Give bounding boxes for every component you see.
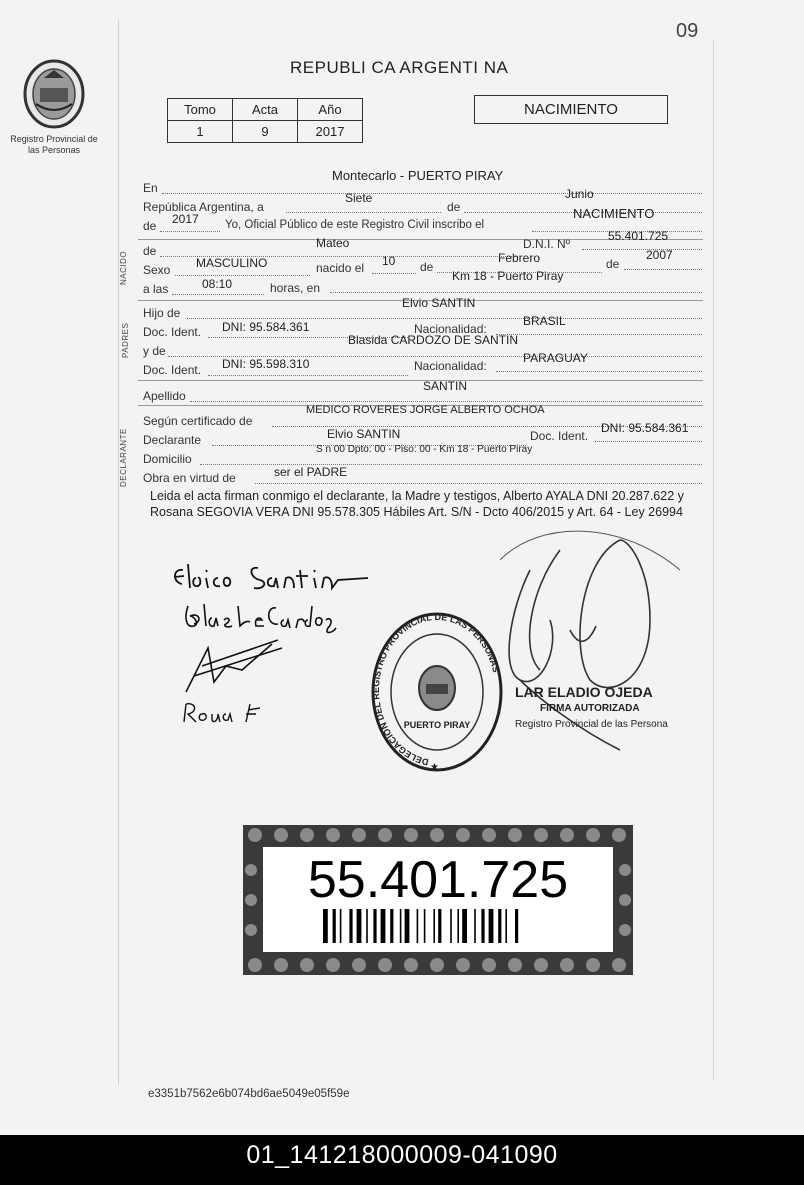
tomo-value: 1 bbox=[168, 121, 233, 143]
document-hash: e3351b7562e6b074bd6ae5049e05f59e bbox=[148, 1088, 350, 1100]
apellido-value: SANTIN bbox=[423, 379, 468, 393]
logo-caption: Registro Provincial de las Personas bbox=[10, 134, 98, 155]
declarante-section-label: DECLARANTE bbox=[119, 428, 128, 487]
nacionalidad-label: Nacionalidad: bbox=[414, 359, 487, 373]
dotted-line bbox=[624, 269, 702, 270]
father-doc: DNI: 95.584.361 bbox=[222, 320, 310, 334]
closing-paragraph: Leida el acta firman conmigo el declarante, la Madre y testigos, Alberto AYALA DNI 20.287.622 y Rosana SEGOVIA VERA DNI 95.578.305 Hábiles Art. S/N - Dcto 406/2015 y Art. 64 - Ley 26994 bbox=[150, 489, 684, 519]
dni-label: D.N.I. Nº bbox=[523, 237, 571, 251]
left-margin-line bbox=[118, 20, 119, 1085]
father-nationality: BRASIL bbox=[523, 314, 566, 328]
padres-section-label: PADRES bbox=[121, 322, 130, 358]
anio-header: Año bbox=[298, 99, 363, 121]
testigo-signature bbox=[182, 636, 292, 696]
footer-id-bar: 01_141218000009-041090 bbox=[0, 1135, 804, 1185]
official-name: LAR ELADIO OJEDA bbox=[515, 684, 653, 700]
apellido-label: Apellido bbox=[143, 389, 186, 403]
hijo-de-label: Hijo de bbox=[143, 306, 181, 320]
dotted-line bbox=[172, 294, 264, 295]
nacionalidad-label: Nacionalidad: bbox=[414, 322, 487, 336]
dotted-line bbox=[286, 212, 441, 213]
de-label: de bbox=[606, 257, 620, 271]
dotted-line bbox=[187, 318, 702, 319]
domicilio-value: S n 00 Dpto: 00 - Piso: 00 - Km 18 - Puerto Piray bbox=[316, 444, 533, 455]
dotted-line bbox=[595, 441, 702, 442]
doc-ident-label: Doc. Ident. bbox=[143, 325, 202, 339]
acta-header: Acta bbox=[233, 99, 298, 121]
de-label: de bbox=[143, 244, 157, 258]
dotted-line bbox=[255, 483, 702, 484]
y-de-label: y de bbox=[143, 344, 166, 358]
certificado-value: MEDICO ROVERES JORGE ALBERTO OCHOA bbox=[306, 404, 545, 416]
sexo-label: Sexo bbox=[143, 263, 171, 277]
document-title: REPUBLI CA ARGENTI NA bbox=[290, 58, 509, 77]
horas-label: horas, en bbox=[270, 281, 321, 295]
official-office: Registro Provincial de las Persona bbox=[515, 719, 668, 730]
de-label: de bbox=[420, 260, 434, 274]
a-las-label: a las bbox=[143, 282, 169, 296]
domicilio-label: Domicilio bbox=[143, 452, 192, 466]
dotted-line bbox=[330, 292, 702, 293]
stamp-text: DELEGACIÓN DEL REGISTRO PROVINCIAL DE LAS PERSONAS bbox=[371, 611, 502, 768]
dotted-line bbox=[582, 249, 702, 250]
doc-ident-label: Doc. Ident. bbox=[530, 429, 589, 443]
doc-ident-label: Doc. Ident. bbox=[143, 363, 202, 377]
certificado-label: Según certificado de bbox=[143, 414, 253, 428]
page-number: 09 bbox=[676, 20, 699, 42]
mother-name: Blasida CARDOZO DE SANTIN bbox=[348, 333, 519, 347]
birth-time: 08:10 bbox=[202, 277, 233, 291]
record-type-box: NACIMIENTO bbox=[474, 95, 668, 124]
de-label: de bbox=[143, 219, 157, 233]
testigo2-signature bbox=[180, 698, 270, 728]
record-table bbox=[167, 98, 363, 143]
dotted-line bbox=[162, 193, 702, 194]
official-role: FIRMA AUTORIZADA bbox=[540, 703, 640, 714]
dotted-line bbox=[175, 275, 310, 276]
birth-month: Febrero bbox=[498, 251, 541, 265]
dotted-line bbox=[496, 371, 702, 372]
birth-place: Km 18 - Puerto Piray bbox=[452, 269, 564, 283]
dotted-line bbox=[160, 231, 220, 232]
star-icon: ★ bbox=[430, 762, 439, 773]
place-value: Montecarlo - PUERTO PIRAY bbox=[332, 168, 504, 183]
dotted-line bbox=[372, 273, 416, 274]
nacido-label: nacido el bbox=[316, 261, 365, 275]
mother-doc: DNI: 95.598.310 bbox=[222, 357, 310, 371]
tomo-header: Tomo bbox=[168, 99, 233, 121]
barcode-number: 55.401.725 bbox=[307, 851, 569, 909]
father-name: Elvio SANTIN bbox=[402, 296, 476, 310]
declarante-signature bbox=[168, 560, 383, 600]
obra-value: ser el PADRE bbox=[274, 465, 348, 479]
de-label: de bbox=[447, 200, 461, 214]
birth-year: 2007 bbox=[646, 248, 673, 262]
mother-nationality: PARAGUAY bbox=[523, 351, 588, 365]
right-margin-line bbox=[713, 40, 714, 1080]
stamp-place: PUERTO PIRAY bbox=[403, 720, 471, 730]
inscribo-value: NACIMIENTO bbox=[573, 206, 655, 221]
declarante-label: Declarante bbox=[143, 433, 202, 447]
republica-label: República Argentina, a bbox=[143, 200, 264, 214]
month-value: Junio bbox=[565, 187, 594, 201]
nacido-section-label: NACIDO bbox=[119, 250, 128, 285]
official-stamp bbox=[370, 610, 505, 775]
anio-value: 2017 bbox=[298, 121, 363, 143]
dotted-line bbox=[496, 334, 702, 335]
provincial-seal-logo bbox=[22, 58, 86, 130]
declarante-value: Elvio SANTIN bbox=[327, 427, 401, 441]
day-value: Siete bbox=[345, 191, 373, 205]
section-divider bbox=[138, 380, 703, 381]
dotted-line bbox=[208, 375, 408, 376]
declarante-doc: DNI: 95.584.361 bbox=[601, 421, 689, 435]
obra-label: Obra en virtud de bbox=[143, 471, 236, 485]
barcode-sticker bbox=[243, 825, 633, 975]
year-value: 2017 bbox=[172, 212, 199, 226]
child-name: Mateo bbox=[316, 236, 350, 250]
dni-value: 55.401.725 bbox=[608, 229, 669, 243]
birth-day: 10 bbox=[382, 254, 396, 268]
acta-value: 9 bbox=[233, 121, 298, 143]
dotted-line bbox=[190, 401, 702, 402]
madre-signature bbox=[180, 598, 340, 636]
en-label: En bbox=[143, 181, 158, 195]
oficial-text: Yo, Oficial Público de este Registro Civil inscribo el bbox=[225, 219, 485, 231]
sexo-value: MASCULINO bbox=[196, 256, 268, 270]
